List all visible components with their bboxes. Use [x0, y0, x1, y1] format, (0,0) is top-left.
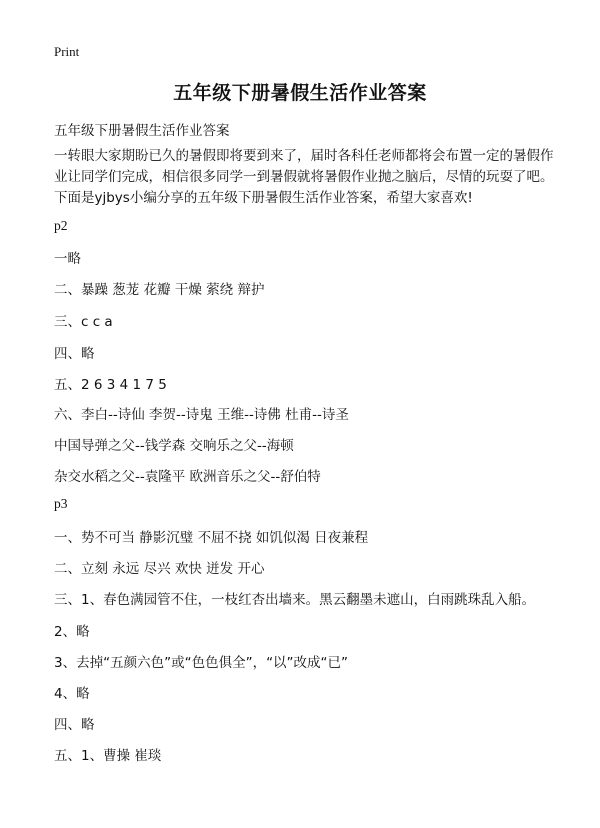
article-subtitle: 五年级下册暑假生活作业答案 [54, 123, 230, 139]
section-label-p2: p2 [54, 218, 68, 233]
answer-line: 四、略 [54, 717, 95, 733]
intro-paragraph: 一转眼大家期盼已久的暑假即将要到来了，届时各科任老师都将会布置一定的暑假作业让同学们完成，相信很多同学一到暑假就将暑假作业抛之脑后，尽情的玩耍了吧。下面是yjbys小编分享的五年级下册暑假生活作业答案，希望大家喜欢! [54, 148, 554, 206]
answer-line: 四、略 [54, 346, 95, 362]
answer-line: 五、1、曹操 崔琰 [54, 748, 162, 764]
answer-line: 3、去掉“五颜六色”或“色色俱全”，“以”改成“已” [54, 655, 349, 671]
answer-line: 二、暴躁 葱茏 花瓣 干燥 萦绕 辩护 [54, 282, 265, 298]
answer-line: 三、1、春色满园管不住，一枝红杏出墙来。黑云翻墨未遮山，白雨跳珠乱入船。 [54, 592, 536, 608]
page-title: 五年级下册暑假生活作业答案 [173, 82, 427, 104]
answer-line: 三、c c a [54, 314, 113, 330]
print-link[interactable]: Print [54, 44, 80, 59]
answer-line: 一、势不可当 静影沉璧 不屈不挠 如饥似渴 日夜兼程 [54, 530, 369, 546]
answer-line: 杂交水稻之父--袁隆平 欧洲音乐之父--舒伯特 [54, 469, 321, 485]
answer-line: 中国导弹之父--钱学森 交响乐之父--海顿 [54, 438, 294, 454]
answer-line: 4、略 [54, 686, 90, 702]
section-label-p3: p3 [54, 496, 68, 511]
answer-line: 五、2 6 3 4 1 7 5 [54, 377, 167, 393]
answer-line: 六、李白--诗仙 李贺--诗鬼 王维--诗佛 杜甫--诗圣 [54, 407, 349, 423]
answer-line: 2、略 [54, 624, 90, 640]
answer-line: 一略 [54, 251, 81, 267]
answer-line: 二、立刻 永远 尽兴 欢快 迸发 开心 [54, 561, 265, 577]
